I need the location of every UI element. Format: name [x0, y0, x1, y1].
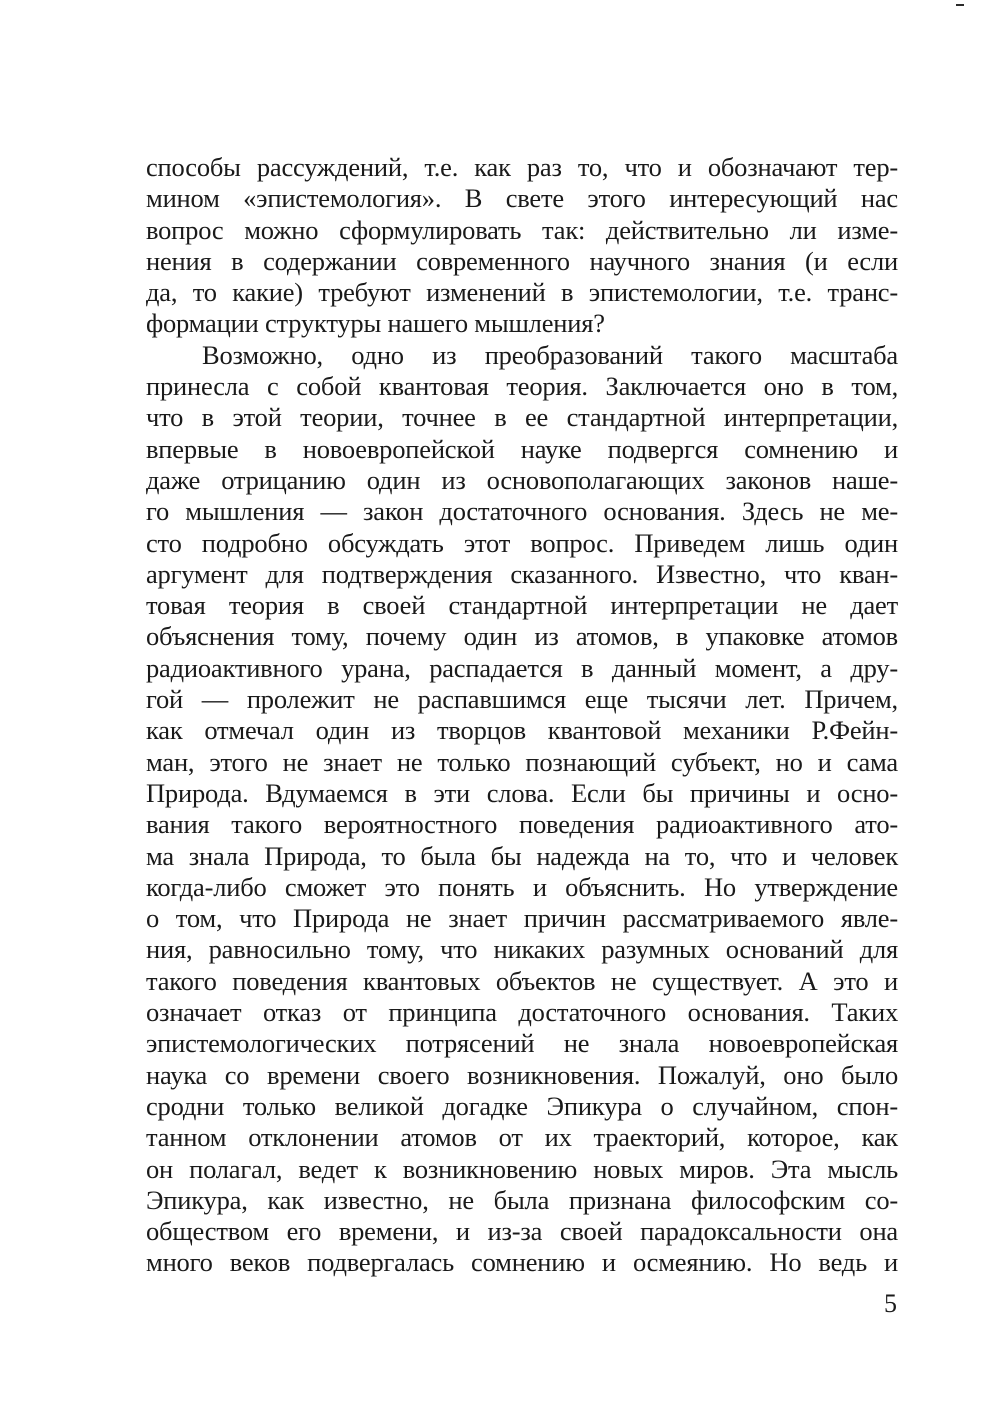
text-line: сто подробно обсуждать этот вопрос. Приведем лишь один — [146, 527, 898, 558]
text-line: радиоактивного урана, распадается в данный момент, а дру- — [146, 652, 898, 683]
text-line: аргумент для подтверждения сказанного. Известно, что кван- — [146, 558, 898, 589]
corner-mark — [956, 4, 964, 6]
text-line: впервые в новоевропейской науке подвергся сомнению и — [146, 433, 898, 464]
page-number: 5 — [884, 1289, 897, 1318]
text-line: формации структуры нашего мышления? — [146, 308, 605, 339]
text-line: о том, что Природа не знает причин рассматриваемого явле- — [146, 903, 898, 934]
text-line: Возможно, одно из преобразований такого масштаба — [202, 339, 898, 370]
text-line: нения в содержании современного научного знания (и если — [146, 245, 898, 276]
text-line: товая теория в своей стандартной интерпретации не дает — [146, 590, 898, 621]
text-line: вания такого вероятностного поведения радиоактивного ато- — [146, 809, 898, 840]
text-line: он полагал, ведет к возникновению новых миров. Эта мысль — [146, 1153, 898, 1184]
text-line: эпистемологических потрясений не знала новоевропейская — [146, 1028, 898, 1059]
text-line: мином «эпистемология». В свете этого интересующий нас — [146, 183, 898, 214]
text-line: ман, этого не знает не только познающий субъект, но и сама — [146, 746, 898, 777]
text-line: да, то какие) требуют изменений в эпистемологии, т.е. транс- — [146, 277, 898, 308]
text-line: го мышления — закон достаточного основания. Здесь не ме- — [146, 496, 898, 527]
text-line: сродни только великой догадке Эпикура о случайном, спон- — [146, 1090, 898, 1121]
text-line: означает отказ от принципа достаточного основания. Таких — [146, 997, 898, 1028]
text-line: как отмечал один из творцов квантовой механики Р.Фейн- — [146, 715, 898, 746]
text-line: обществом его времени, и из-за своей парадоксальности она — [146, 1216, 898, 1247]
body-text — [146, 152, 898, 1279]
text-line: такого поведения квантовых объектов не существует. А это и — [146, 965, 898, 996]
text-line: способы рассуждений, т.е. как раз то, что и обозначают тер- — [146, 152, 898, 182]
text-line: ния, равносильно тому, что никаких разумных оснований для — [146, 934, 898, 965]
text-line: танном отклонении атомов от их траекторий, которое, как — [146, 1122, 898, 1153]
text-line: принесла с собой квантовая теория. Заключается оно в том, — [146, 371, 898, 402]
text-line: ма знала Природа, то была бы надежда на то, что и человек — [146, 840, 898, 871]
paragraph — [146, 340, 898, 1279]
text-line: объяснения тому, почему один из атомов, в упаковке атомов — [146, 621, 898, 652]
text-line: когда-либо сможет это понять и объяснить. Но утверждение — [146, 871, 898, 902]
text-line: гой — пролежит не распавшимся еще тысячи лет. Причем, — [146, 684, 898, 715]
paragraph — [146, 152, 898, 340]
text-line: Природа. Вдумаемся в эти слова. Если бы причины и осно- — [146, 777, 898, 808]
text-line: Эпикура, как известно, не была признана философским со- — [146, 1184, 898, 1215]
text-line: много веков подвергалась сомнению и осмеянию. Но ведь и — [146, 1247, 898, 1278]
text-line: вопрос можно сформулировать так: действительно ли изме- — [146, 214, 898, 245]
text-line: даже отрицанию один из основополагающих законов наше- — [146, 464, 898, 495]
text-line: что в этой теории, точнее в ее стандартной интерпретации, — [146, 402, 898, 433]
text-line: наука со времени своего возникновения. Пожалуй, оно было — [146, 1059, 898, 1090]
